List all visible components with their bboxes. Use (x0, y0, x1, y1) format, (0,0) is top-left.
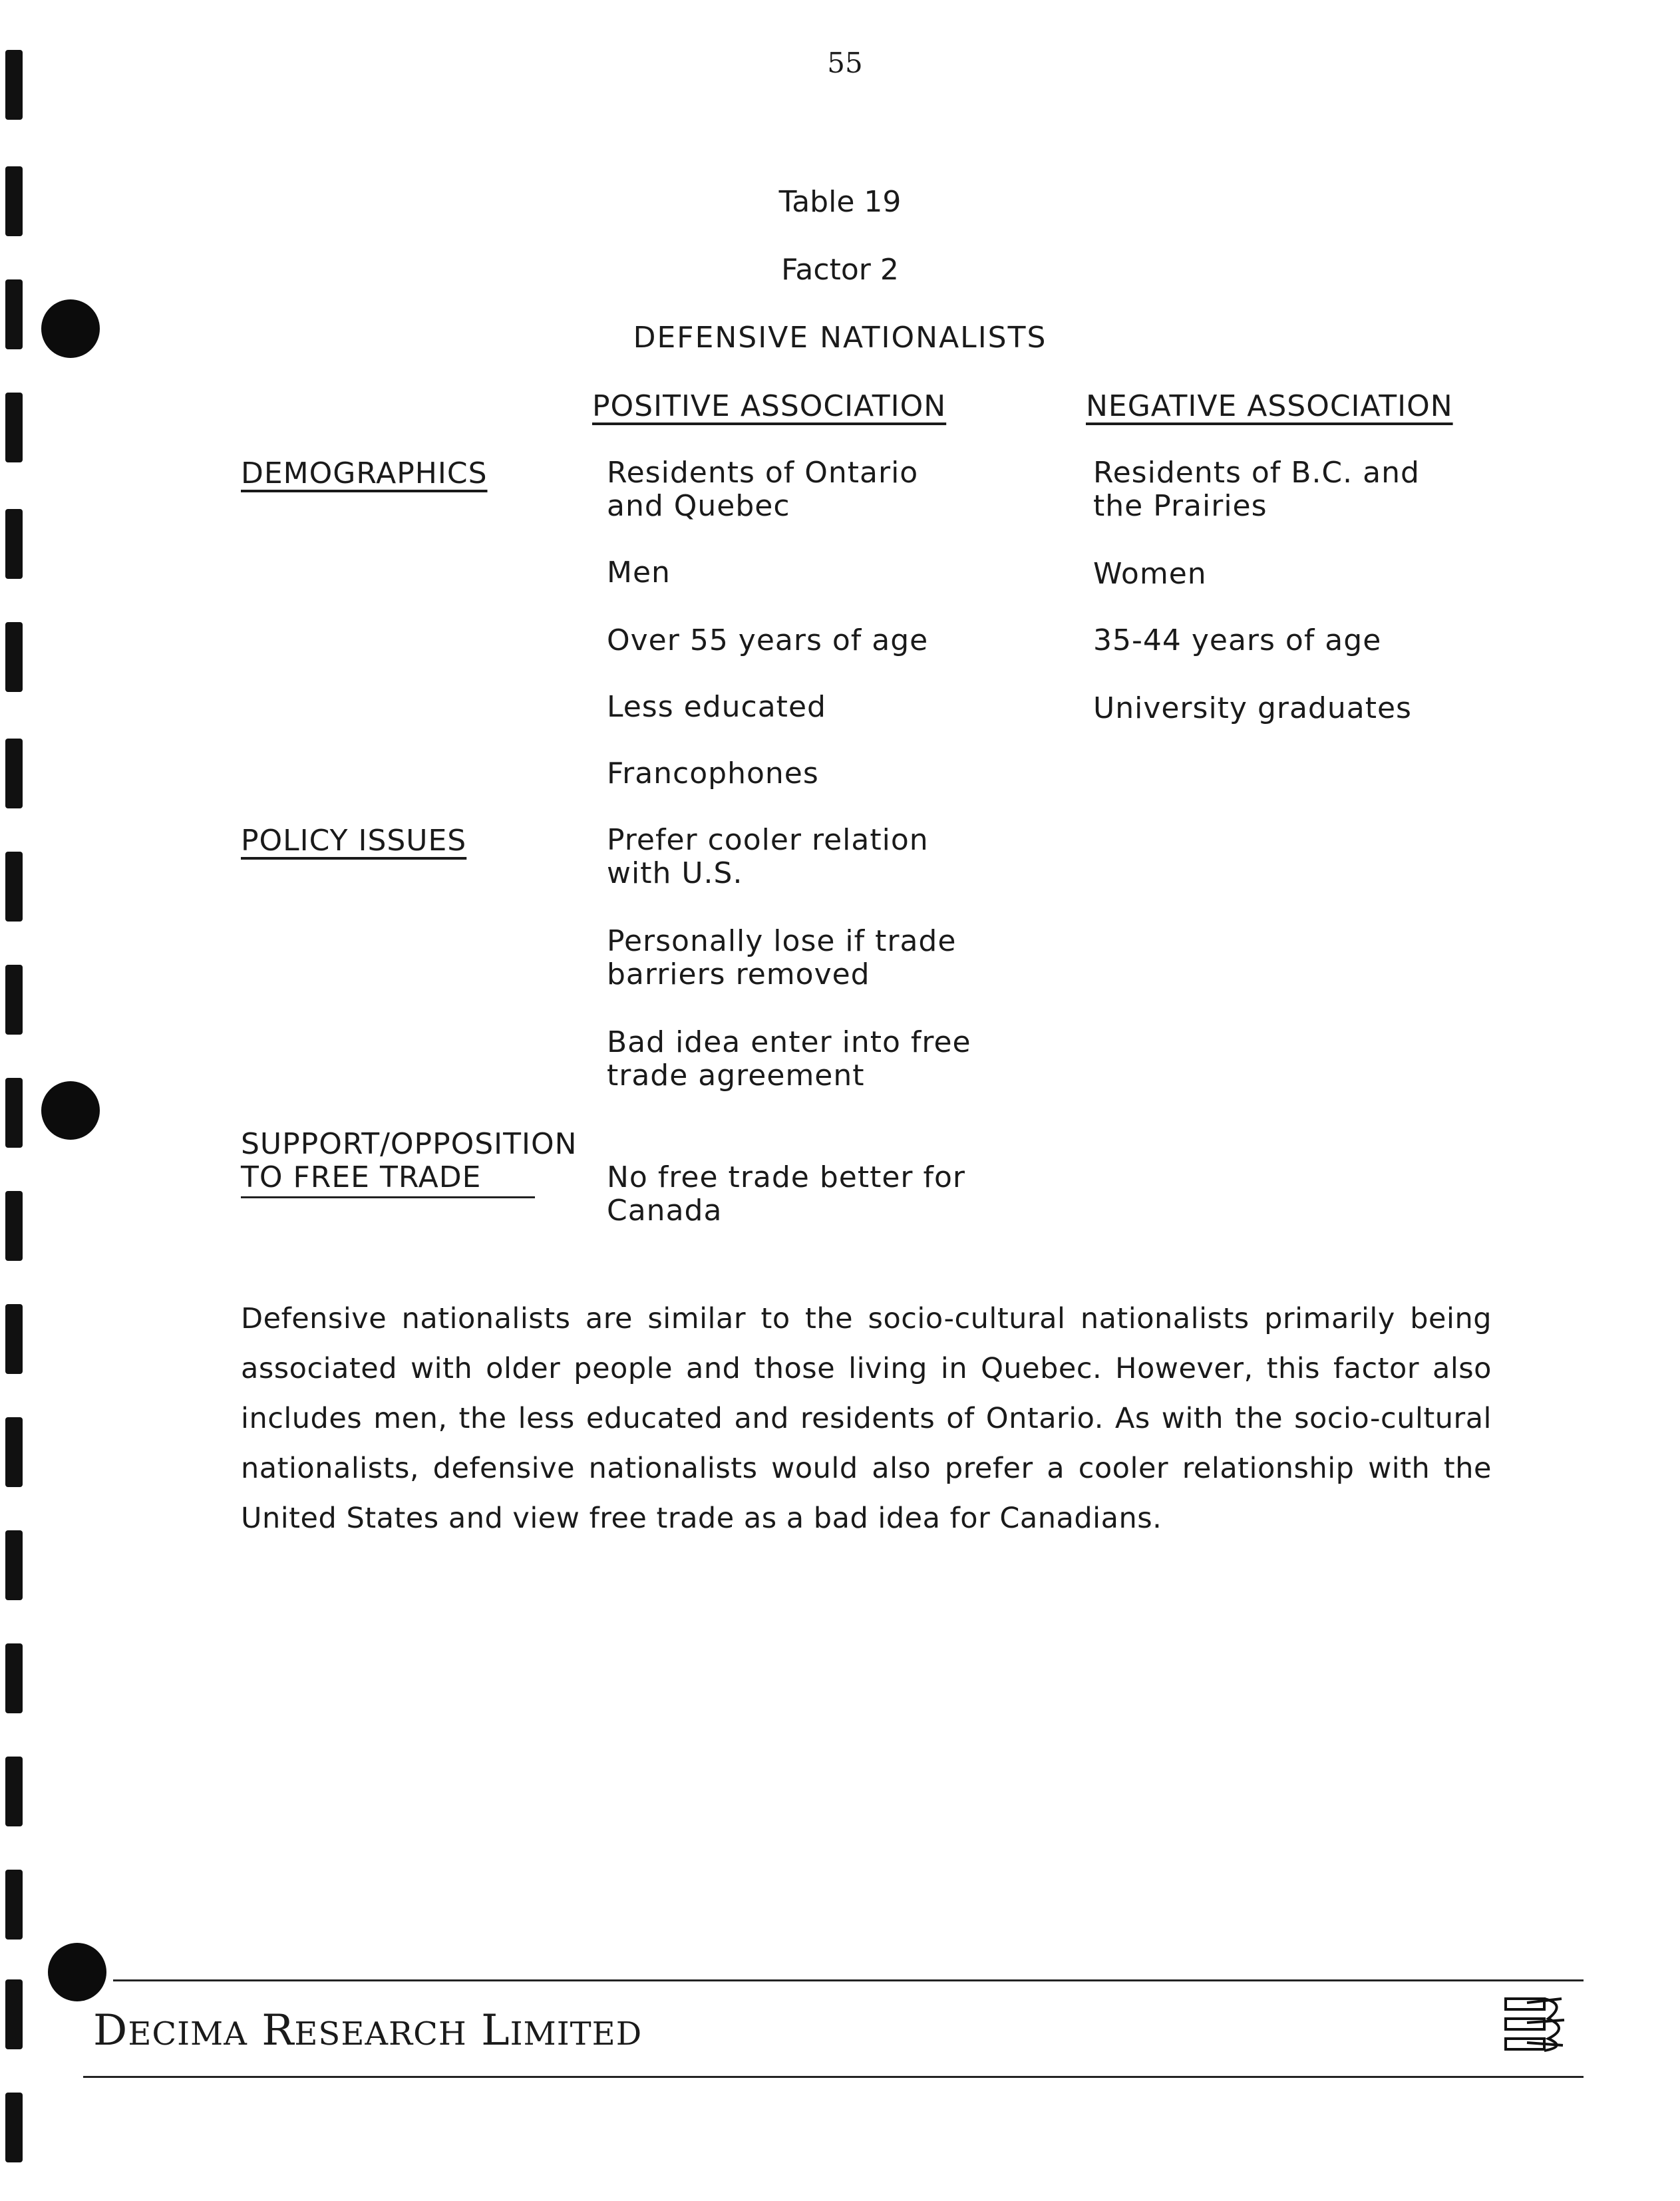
positive-item (607, 556, 671, 590)
footer-rule-top (113, 1979, 1584, 1981)
cell-line: Personally lose if trade (607, 924, 957, 958)
cell-line: barriers removed (607, 957, 870, 991)
cell-line: Francophones (607, 757, 819, 790)
binder-mark (5, 1191, 23, 1261)
binder-mark (5, 1304, 23, 1374)
binder-mark (5, 852, 23, 922)
page-number: 55 (827, 47, 863, 79)
binder-mark (5, 50, 23, 120)
binder-mark (5, 1417, 23, 1487)
positive-item (607, 1161, 965, 1228)
cell-line: Bad idea enter into free (607, 1025, 971, 1059)
negative-item (1093, 558, 1207, 591)
binder-mark (5, 2093, 23, 2162)
column-header-negative: NEGATIVE ASSOCIATION (1086, 389, 1453, 423)
negative-item (1093, 624, 1381, 657)
column-header-positive: POSITIVE ASSOCIATION (592, 389, 947, 423)
cell-line: and Quebec (607, 489, 790, 523)
decima-logo-icon (1500, 1989, 1574, 2063)
table-title: DEFENSIVE NATIONALISTS (633, 321, 1047, 355)
section-underline (241, 1196, 535, 1198)
cell-line: No free trade better for (607, 1160, 966, 1194)
cell-line: 35-44 years of age (1093, 623, 1382, 657)
cell-line: with U.S. (607, 856, 743, 890)
table-number: Table 19 (778, 185, 902, 219)
binder-mark (5, 1530, 23, 1600)
binder-mark (5, 622, 23, 692)
binder-mark (5, 965, 23, 1035)
section-label-policy-issues: POLICY ISSUES (241, 824, 467, 858)
section-label-line: SUPPORT/OPPOSITION (241, 1127, 578, 1161)
cell-line: Prefer cooler relation (607, 823, 929, 857)
section-label-demographics: DEMOGRAPHICS (241, 456, 488, 490)
cell-line: Women (1093, 557, 1207, 591)
cell-line: the Prairies (1093, 489, 1267, 523)
negative-item (1093, 456, 1420, 523)
positive-item (607, 456, 918, 523)
cell-line: Less educated (607, 690, 826, 724)
cell-line: Residents of B.C. and (1093, 456, 1420, 490)
positive-item (607, 691, 826, 724)
body-paragraph: Defensive nationalists are similar to the socio-cultural nationalists primarily being associated with older people and those living in Quebec. However, this factor also includes men, the less educated and residents of Ontario. As with the socio-cultural nationalists, defensive nationalists would also prefer a cooler relationship with the United States and view free trade as a bad idea for Canadians. (241, 1302, 1492, 1535)
binder-mark (5, 1979, 23, 2049)
binder-mark (5, 1078, 23, 1148)
cell-line: Men (607, 556, 671, 590)
binder-mark (5, 393, 23, 462)
footer-rule-bottom (83, 2076, 1584, 2078)
binder-mark (5, 1870, 23, 1940)
section-label-support-opposition (241, 1128, 578, 1194)
company-name: DECIMA RESEARCH LIMITED (93, 2006, 643, 2055)
factor-label: Factor 2 (781, 253, 899, 287)
cell-line: trade agreement (607, 1059, 865, 1093)
positive-item (607, 925, 956, 991)
cell-line: Canada (607, 1194, 723, 1228)
positive-item (607, 1026, 971, 1093)
punch-hole (41, 1081, 100, 1140)
positive-item (607, 757, 819, 790)
cell-line: Residents of Ontario (607, 456, 919, 490)
cell-line: University graduates (1093, 691, 1412, 725)
punch-hole (48, 1943, 106, 2001)
section-label-line: TO FREE TRADE (241, 1160, 482, 1194)
cell-line: Over 55 years of age (607, 623, 929, 657)
binder-mark (5, 739, 23, 808)
binder-mark (5, 509, 23, 579)
positive-item (607, 624, 928, 657)
binder-mark (5, 1757, 23, 1826)
negative-item (1093, 692, 1412, 725)
binder-mark (5, 1643, 23, 1713)
positive-item (607, 824, 929, 890)
